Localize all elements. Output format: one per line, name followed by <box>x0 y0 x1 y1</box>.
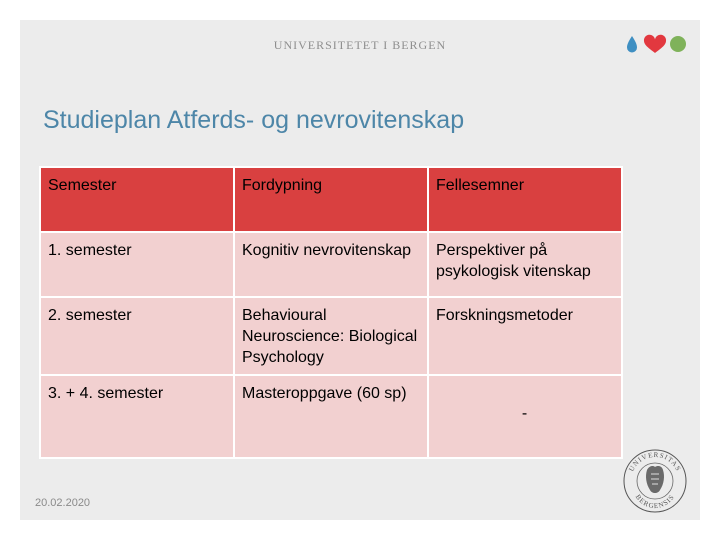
footer-date: 20.02.2020 <box>35 497 91 509</box>
svg-text:UNIVERSITAS: UNIVERSITAS <box>627 450 683 473</box>
table-row <box>40 297 622 375</box>
svg-text:BERGENSIS: BERGENSIS <box>633 492 677 511</box>
slide-title: Studieplan Atferds- og nevrovitenskap <box>43 106 465 134</box>
cell-semester: 3. + 4. semester <box>40 375 234 458</box>
header-fordypning: Fordypning <box>234 167 428 232</box>
institution-header: UNIVERSITETET I BERGEN <box>273 38 447 52</box>
cell-semester: 2. semester <box>40 297 234 375</box>
table-header-row <box>40 167 622 232</box>
cell-fellesemner: Forskningsmetoder <box>428 297 622 375</box>
heart-icon <box>644 35 666 53</box>
cell-fellesemner: Perspektiver på psykologisk vitenskap <box>428 232 622 297</box>
cell-fordypning: Kognitiv nevrovitenskap <box>234 232 428 297</box>
circle-icon <box>670 36 686 52</box>
table-row <box>40 232 622 297</box>
study-plan-table <box>39 166 623 459</box>
table-row <box>40 375 622 458</box>
cell-fordypning: Behavioural Neuroscience: Biological Psychology <box>234 297 428 375</box>
university-seal-icon <box>622 448 688 514</box>
logo-icons <box>624 34 688 54</box>
header-fellesemner: Fellesemner <box>428 167 622 232</box>
cell-fordypning: Masteroppgave (60 sp) <box>234 375 428 458</box>
cell-fellesemner: - <box>428 375 622 458</box>
water-drop-icon <box>627 36 637 53</box>
cell-semester: 1. semester <box>40 232 234 297</box>
header-semester: Semester <box>40 167 234 232</box>
